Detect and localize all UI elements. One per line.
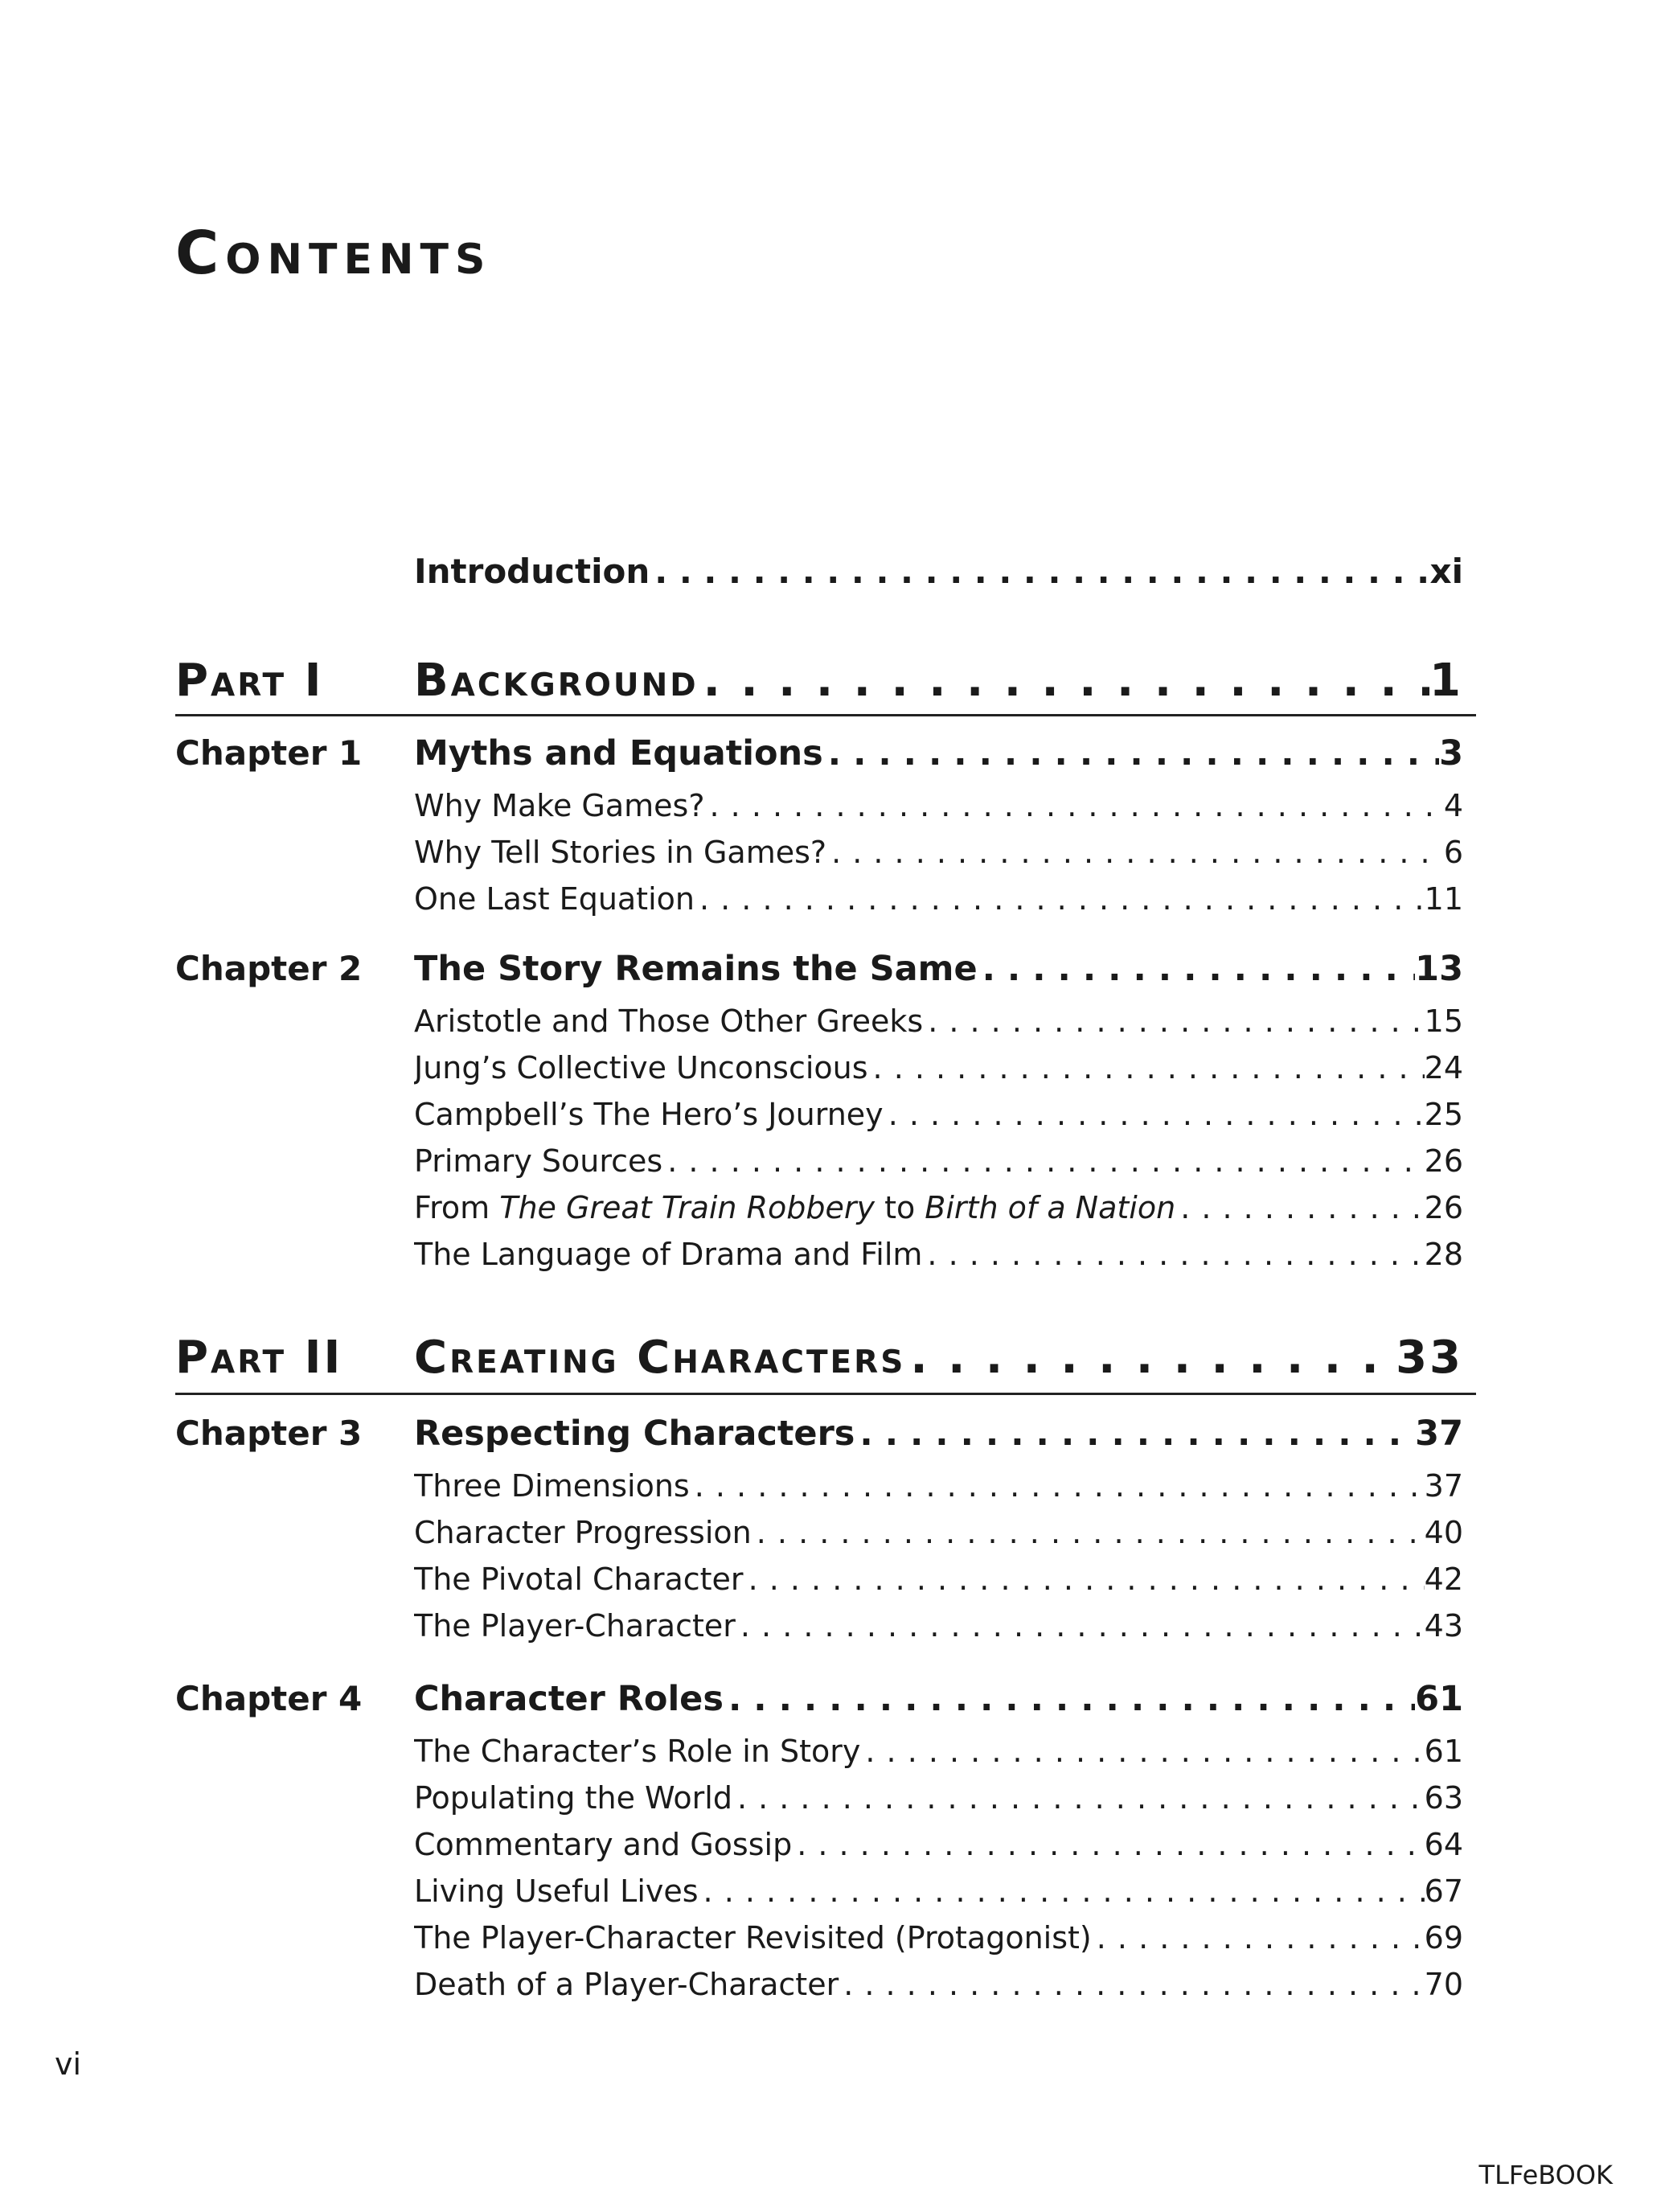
section-title: Aristotle and Those Other Greeks	[414, 1003, 924, 1039]
section-title: Jung’s Collective Unconscious	[414, 1050, 868, 1085]
section-title: The Pivotal Character	[414, 1562, 744, 1597]
section-title: The Player-Character Revisited (Protagonist)	[414, 1920, 1092, 1956]
section-page: 6	[1443, 835, 1463, 870]
section-page: 64	[1424, 1827, 1463, 1862]
toc-entry-section[interactable]	[414, 1873, 1463, 1909]
section-page: 24	[1424, 1050, 1463, 1085]
section-page: 40	[1424, 1515, 1463, 1550]
dot-leader	[823, 733, 1439, 774]
toc-entry-section[interactable]	[414, 1734, 1463, 1769]
chapter-label: Chapter 2	[175, 949, 363, 988]
section-title: Death of a Player-Character	[414, 1967, 839, 2002]
section-page: 37	[1424, 1468, 1463, 1504]
film-title: The Great Train Robbery	[499, 1190, 875, 1225]
section-title: The Language of Drama and Film	[414, 1237, 923, 1272]
section-page: 4	[1443, 788, 1463, 823]
dot-leader	[724, 1679, 1415, 1719]
film-title: Birth of a Nation	[925, 1190, 1176, 1225]
dot-leader	[736, 1608, 1425, 1644]
toc-entry-section[interactable]	[414, 1050, 1463, 1085]
dot-leader	[922, 1237, 1424, 1272]
section-page: 26	[1424, 1190, 1463, 1225]
page-number: vi	[55, 2046, 82, 2082]
dot-leader	[1175, 1190, 1424, 1225]
section-page: 15	[1424, 1003, 1463, 1039]
chapter-title: Character Roles	[414, 1679, 724, 1719]
chapter-title: The Story Remains the Same	[414, 949, 978, 989]
toc-entry-section[interactable]	[414, 835, 1463, 870]
section-title: Three Dimensions	[414, 1468, 690, 1504]
section-title: The Player-Character	[414, 1608, 736, 1644]
dot-leader	[732, 1780, 1425, 1816]
toc-entry-section[interactable]	[414, 1562, 1463, 1597]
chapter-label: Chapter 1	[175, 733, 363, 773]
section-page: 42	[1424, 1562, 1463, 1597]
dot-leader	[826, 835, 1444, 870]
toc-entry-section[interactable]	[414, 881, 1463, 917]
section-page: 61	[1424, 1734, 1463, 1769]
dot-leader	[868, 1050, 1425, 1085]
toc-entry-chapter[interactable]	[414, 733, 1463, 774]
dot-leader	[690, 1468, 1425, 1504]
dot-leader	[905, 1332, 1396, 1384]
dot-leader	[705, 788, 1444, 823]
chapter-title: Myths and Equations	[414, 733, 823, 774]
entry-title: Introduction	[414, 552, 650, 591]
dot-leader	[978, 949, 1416, 989]
chapter-page: 61	[1415, 1679, 1463, 1719]
page-title: Contents	[175, 219, 492, 288]
chapter-page: 37	[1415, 1414, 1463, 1454]
dot-leader	[699, 655, 1429, 707]
part-title: Creating Characters	[414, 1332, 906, 1384]
toc-entry-chapter[interactable]	[414, 949, 1463, 989]
dot-leader	[923, 1003, 1424, 1039]
dot-leader	[662, 1143, 1424, 1179]
toc-entry-section[interactable]	[414, 1143, 1463, 1179]
toc-entry-section[interactable]	[414, 1515, 1463, 1550]
section-page: 70	[1424, 1967, 1463, 2002]
title-connector: to	[874, 1190, 925, 1225]
toc-entry-section[interactable]	[414, 788, 1463, 823]
section-title: Campbell’s The Hero’s Journey	[414, 1097, 884, 1132]
dot-leader	[792, 1827, 1424, 1862]
section-title: Primary Sources	[414, 1143, 663, 1179]
chapter-label: Chapter 4	[175, 1679, 363, 1718]
dot-leader	[1092, 1920, 1425, 1956]
chapter-page: 13	[1415, 949, 1463, 989]
part-label: Part I	[175, 655, 324, 707]
section-title: The Character’s Role in Story	[414, 1734, 861, 1769]
toc-entry-section[interactable]	[414, 1827, 1463, 1862]
dot-leader	[884, 1097, 1425, 1132]
section-page: 43	[1424, 1608, 1463, 1644]
toc-entry-chapter[interactable]	[414, 1414, 1463, 1454]
dot-leader	[650, 552, 1429, 591]
part-divider	[175, 714, 1476, 716]
toc-entry-section[interactable]	[414, 1468, 1463, 1504]
toc-entry-section[interactable]	[414, 1920, 1463, 1956]
section-title: Why Tell Stories in Games?	[414, 835, 827, 870]
title-prefix: From	[414, 1190, 500, 1225]
footer-mark: TLFeBOOK	[1478, 2160, 1613, 2190]
dot-leader	[695, 881, 1425, 917]
toc-entry-section[interactable]	[414, 1237, 1463, 1272]
section-title: Living Useful Lives	[414, 1873, 699, 1909]
dot-leader	[855, 1414, 1415, 1454]
entry-page: xi	[1429, 552, 1463, 591]
dot-leader	[744, 1562, 1425, 1597]
part-page: 33	[1396, 1332, 1463, 1384]
section-page: 11	[1424, 881, 1463, 917]
section-title: Populating the World	[414, 1780, 732, 1816]
section-title: Commentary and Gossip	[414, 1827, 793, 1862]
section-title: Character Progression	[414, 1515, 752, 1550]
part-divider	[175, 1393, 1476, 1395]
toc-entry-part[interactable]	[414, 1332, 1463, 1384]
toc-entry-part[interactable]	[414, 655, 1463, 707]
dot-leader	[839, 1967, 1424, 2002]
part-label: Part II	[175, 1332, 343, 1384]
section-title	[414, 1190, 1175, 1225]
section-page: 28	[1424, 1237, 1463, 1272]
section-title: One Last Equation	[414, 881, 695, 917]
dot-leader	[860, 1734, 1424, 1769]
chapter-title: Respecting Characters	[414, 1414, 855, 1454]
section-page: 67	[1424, 1873, 1463, 1909]
toc-entry-section[interactable]	[414, 1190, 1463, 1225]
toc-entry-section[interactable]	[414, 1097, 1463, 1132]
part-page: 1	[1429, 655, 1463, 707]
toc-entry-chapter[interactable]	[414, 1679, 1463, 1719]
toc-entry-section[interactable]	[414, 1608, 1463, 1644]
dot-leader	[699, 1873, 1425, 1909]
toc-entry-section[interactable]	[414, 1003, 1463, 1039]
toc-entry-section[interactable]	[414, 1780, 1463, 1816]
section-page: 25	[1424, 1097, 1463, 1132]
dot-leader	[752, 1515, 1425, 1550]
section-page: 69	[1424, 1920, 1463, 1956]
toc-entry-introduction[interactable]	[414, 552, 1463, 591]
chapter-label: Chapter 3	[175, 1414, 363, 1453]
section-page: 63	[1424, 1780, 1463, 1816]
part-title: Background	[414, 655, 699, 707]
toc-entry-section[interactable]	[414, 1967, 1463, 2002]
section-page: 26	[1424, 1143, 1463, 1179]
chapter-page: 3	[1439, 733, 1463, 774]
section-title: Why Make Games?	[414, 788, 705, 823]
